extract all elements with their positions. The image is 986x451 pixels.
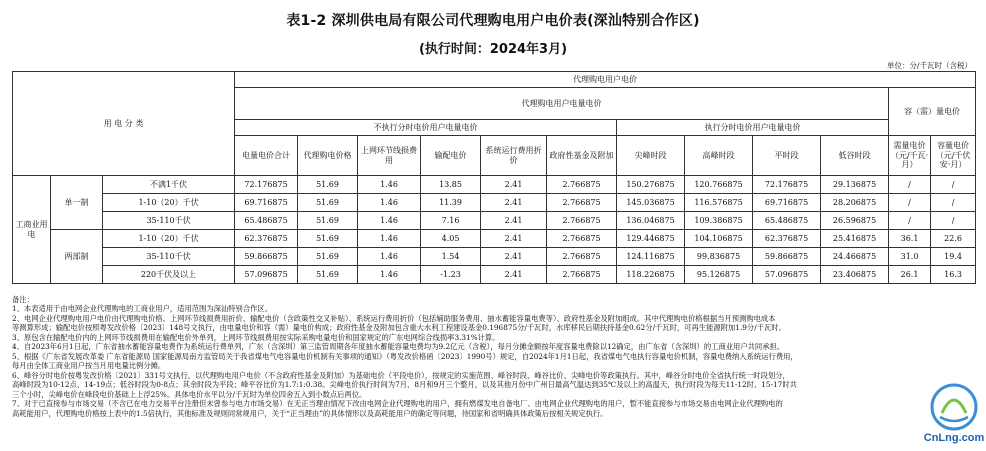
demand-cell: / bbox=[889, 194, 931, 212]
note-line: 三个小时，尖峰电价在峰段电价基础上上浮25%。具体电价水平以分/千瓦时为单位四舍五入到小数点后两位。 bbox=[12, 389, 367, 399]
table-row bbox=[13, 194, 976, 212]
transmission-cell: 7.16 bbox=[421, 212, 481, 230]
header-agency-energy-price: 代理购电用户电量电价 bbox=[235, 88, 889, 120]
header-gov-fund: 政府性基金及附加 bbox=[547, 136, 617, 176]
high-cell: 99.836875 bbox=[685, 248, 753, 266]
demand-cell: 36.1 bbox=[889, 230, 931, 248]
note-line: 高峰时段为10-12点、14-19点；低谷时段为0-8点；其余时段为平段；峰平谷比价为1.7:1:0.38。尖峰电价执行时间为7月、8月和9月三个整月，以及其他月份中广州日最高气温达到35℃及以上的高温天，执行时段为每天11-12时、15-17时共 bbox=[12, 380, 797, 390]
logo-wave bbox=[940, 417, 968, 421]
note-line: 2、电网企业代理购电用户电价由代理购电价格、上网环节线损费用折价、输配电价（含政策性交叉补贴）、系统运行费用折价（包括辅助服务费用、抽水蓄能容量电费等）、政府性基金及附加组成。其中代理购电价格根据当月预测购电成本 bbox=[12, 313, 776, 323]
header-high: 高峰时段 bbox=[685, 136, 753, 176]
header-category: 用 电 分 类 bbox=[13, 72, 235, 176]
note-line: 高耗能用户，代理购电价格按上表中的1.5倍执行，其他标准及规则同常规用户，关于“正当理由”的具体情形以及高耗能用户的确定等问题，待国家和省明确具体政策后按相关规定执行。 bbox=[12, 408, 608, 418]
header-capacity: 容（需）量电价 bbox=[889, 88, 976, 136]
energy-total-cell: 65.486875 bbox=[235, 212, 298, 230]
header-agency-purchase: 代理购电价格 bbox=[298, 136, 358, 176]
table-row bbox=[13, 248, 976, 266]
upstream-loss-cell: 1.46 bbox=[358, 194, 421, 212]
note-line: 3、原包含在输配电价内的上网环节线损费用在输配电价外单列，上网环节线损费用按实际采购电量电价和国家规定的广东电网综合线损率3.31%计算。 bbox=[12, 332, 500, 342]
valley-cell: 23.406875 bbox=[821, 266, 889, 284]
agency-purchase-cell: 51.69 bbox=[298, 194, 358, 212]
peak-cell: 145.036875 bbox=[617, 194, 685, 212]
capacity-cell: / bbox=[931, 176, 976, 194]
voltage-cell: 220千伏及以上 bbox=[103, 266, 235, 284]
transmission-cell: -1.23 bbox=[421, 266, 481, 284]
voltage-cell: 1-10（20）千伏 bbox=[103, 230, 235, 248]
agency-purchase-cell: 51.69 bbox=[298, 230, 358, 248]
agency-purchase-cell: 51.69 bbox=[298, 212, 358, 230]
system-cost-cell: 2.41 bbox=[481, 230, 547, 248]
flat-cell: 62.376875 bbox=[753, 230, 821, 248]
table-row bbox=[13, 230, 976, 248]
valley-cell: 26.596875 bbox=[821, 212, 889, 230]
demand-cell: / bbox=[889, 212, 931, 230]
note-line: 1、本表适用于由电网企业代理购电的工商业用户，适用范围为深汕特别合作区。 bbox=[12, 304, 273, 314]
valley-cell: 24.466875 bbox=[821, 248, 889, 266]
note-line: 每月由全体工商业用户按当月用电量比例分摊。 bbox=[12, 361, 166, 371]
header-transmission: 输配电价 bbox=[421, 136, 481, 176]
valley-cell: 28.206875 bbox=[821, 194, 889, 212]
energy-total-cell: 62.376875 bbox=[235, 230, 298, 248]
high-cell: 95.126875 bbox=[685, 266, 753, 284]
peak-cell: 150.276875 bbox=[617, 176, 685, 194]
upstream-loss-cell: 1.46 bbox=[358, 248, 421, 266]
peak-cell: 129.446875 bbox=[617, 230, 685, 248]
header-tou: 执行分时电价用户电量电价 bbox=[617, 120, 889, 136]
table-row bbox=[13, 266, 976, 284]
capacity-cell: / bbox=[931, 194, 976, 212]
upstream-loss-cell: 1.46 bbox=[358, 230, 421, 248]
header-flat: 平时段 bbox=[753, 136, 821, 176]
voltage-cell: 35-110千伏 bbox=[103, 248, 235, 266]
header-non-tou: 不执行分时电价用户电量电价 bbox=[235, 120, 617, 136]
gov-fund-cell: 2.766875 bbox=[547, 230, 617, 248]
energy-total-cell: 57.096875 bbox=[235, 266, 298, 284]
demand-cell: 31.0 bbox=[889, 248, 931, 266]
gov-fund-cell: 2.766875 bbox=[547, 266, 617, 284]
upstream-loss-cell: 1.46 bbox=[358, 176, 421, 194]
transmission-cell: 11.39 bbox=[421, 194, 481, 212]
header-capacity-price: 容量电价（元/千伏安·月） bbox=[931, 136, 976, 176]
single-part-label: 单一制 bbox=[51, 176, 103, 230]
high-cell: 104.106875 bbox=[685, 230, 753, 248]
upstream-loss-cell: 1.46 bbox=[358, 266, 421, 284]
demand-cell: / bbox=[889, 176, 931, 194]
high-cell: 109.386875 bbox=[685, 212, 753, 230]
system-cost-cell: 2.41 bbox=[481, 248, 547, 266]
header-demand: 需量电价（元/千瓦·月） bbox=[889, 136, 931, 176]
header-system-cost: 系统运行费用折价 bbox=[481, 136, 547, 176]
flat-cell: 65.486875 bbox=[753, 212, 821, 230]
header-valley: 低谷时段 bbox=[821, 136, 889, 176]
header-peak: 尖峰时段 bbox=[617, 136, 685, 176]
system-cost-cell: 2.41 bbox=[481, 176, 547, 194]
flat-cell: 72.176875 bbox=[753, 176, 821, 194]
voltage-cell: 35-110千伏 bbox=[103, 212, 235, 230]
logo-text: CnLng.com bbox=[923, 432, 985, 444]
capacity-cell: / bbox=[931, 212, 976, 230]
logo-flame bbox=[942, 400, 966, 413]
agency-purchase-cell: 51.69 bbox=[298, 248, 358, 266]
table-row bbox=[13, 212, 976, 230]
system-cost-cell: 2.41 bbox=[481, 212, 547, 230]
two-part-label: 两部制 bbox=[51, 230, 103, 284]
peak-cell: 124.116875 bbox=[617, 248, 685, 266]
flat-cell: 59.866875 bbox=[753, 248, 821, 266]
peak-cell: 118.226875 bbox=[617, 266, 685, 284]
gov-fund-cell: 2.766875 bbox=[547, 248, 617, 266]
note-line: 7、对于已直接参与市场交易（不含已在电力交易平台注册但未曾参与电力市场交易）在无正当理由情况下改由电网企业代理购电的用户，拥有燃煤发电自备电厂、由电网企业代理购电的用户，暂不能直接参与市场交易由电网企业代理购电的 bbox=[12, 399, 783, 409]
logo-ring bbox=[932, 385, 976, 429]
document-title: 表1-2 深圳供电局有限公司代理购电用户电价表(深汕特别合作区) bbox=[286, 13, 700, 29]
demand-cell: 26.1 bbox=[889, 266, 931, 284]
table-row bbox=[13, 176, 976, 194]
note-line: 4、自2023年6月1日起，广东省抽水蓄能容量电费作为系统运行费单列，广东（含深圳）第三监管周期各年度抽水蓄能容量电费均为9.2亿元（含税），每月分摊金额按年度容量电费除以12确定，由广东省（含深圳）的工商业用户共同承担。 bbox=[12, 342, 785, 352]
energy-total-cell: 72.176875 bbox=[235, 176, 298, 194]
high-cell: 120.766875 bbox=[685, 176, 753, 194]
energy-total-cell: 69.716875 bbox=[235, 194, 298, 212]
gov-fund-cell: 2.766875 bbox=[547, 176, 617, 194]
group-label: 工商业用电 bbox=[13, 176, 51, 284]
agency-purchase-cell: 51.69 bbox=[298, 176, 358, 194]
effective-date: (执行时间：2024年3月) bbox=[418, 42, 568, 57]
flat-cell: 69.716875 bbox=[753, 194, 821, 212]
price-table bbox=[12, 71, 976, 284]
note-line: 备注： bbox=[12, 295, 34, 304]
transmission-cell: 4.05 bbox=[421, 230, 481, 248]
header-upstream-loss: 上网环节线损费用 bbox=[358, 136, 421, 176]
flat-cell: 57.096875 bbox=[753, 266, 821, 284]
voltage-cell: 1-10（20）千伏 bbox=[103, 194, 235, 212]
valley-cell: 29.136875 bbox=[821, 176, 889, 194]
cnlng-logo bbox=[922, 377, 986, 447]
valley-cell: 25.416875 bbox=[821, 230, 889, 248]
voltage-cell: 不满1千伏 bbox=[103, 176, 235, 194]
header-energy-total: 电量电价合计 bbox=[235, 136, 298, 176]
transmission-cell: 1.54 bbox=[421, 248, 481, 266]
unit-label: 单位：分/千瓦时（含税） bbox=[886, 61, 972, 70]
transmission-cell: 13.85 bbox=[421, 176, 481, 194]
energy-total-cell: 59.866875 bbox=[235, 248, 298, 266]
gov-fund-cell: 2.766875 bbox=[547, 212, 617, 230]
capacity-cell: 16.3 bbox=[931, 266, 976, 284]
note-line: 5、根据《广东省发展改革委 广东省能源局 国家能源局南方监管局关于我省煤电气电容量电价机制有关事项的通知》（粤发改价格函〔2023〕1990号）规定，自2024年1月1日起，我省煤电气电执行容量电价机制，容量电费纳入系统运行费用， bbox=[12, 351, 798, 361]
system-cost-cell: 2.41 bbox=[481, 266, 547, 284]
peak-cell: 136.046875 bbox=[617, 212, 685, 230]
note-line: 等测算形成；输配电价按照粤发改价格〔2023〕148号文执行，由电量电价和容（需）量电价构成；政府性基金及附加包含重大水利工程建设基金0.196875分/千瓦时，水库移民后期扶持基金0.62分/千瓦时，可再生能源附加1.9分/千瓦时。 bbox=[12, 323, 786, 333]
capacity-cell: 19.4 bbox=[931, 248, 976, 266]
high-cell: 116.576875 bbox=[685, 194, 753, 212]
system-cost-cell: 2.41 bbox=[481, 194, 547, 212]
notes bbox=[12, 295, 972, 418]
upstream-loss-cell: 1.46 bbox=[358, 212, 421, 230]
agency-purchase-cell: 51.69 bbox=[298, 266, 358, 284]
header-agency-price: 代理购电用户电价 bbox=[235, 72, 976, 88]
capacity-cell: 22.6 bbox=[931, 230, 976, 248]
note-line: 6、峰谷分时电价按粤发改价格〔2021〕331号文执行，以代理购电用户电价（不含政府性基金及附加）为基础电价（平段电价），按规定的实施范围、峰谷时段、峰谷比价、尖峰电价等政策执行。其中，峰谷分时电价全省执行统一时段划分， bbox=[12, 370, 790, 380]
gov-fund-cell: 2.766875 bbox=[547, 194, 617, 212]
